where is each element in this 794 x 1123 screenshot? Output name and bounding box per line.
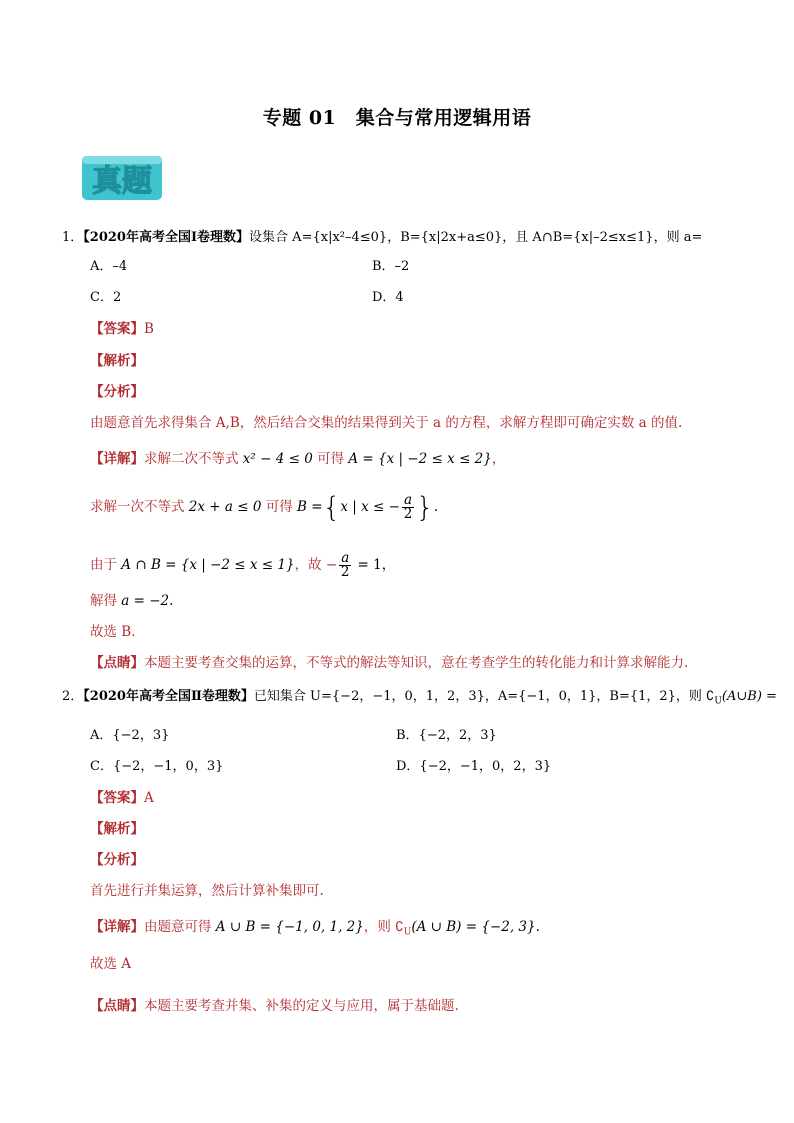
q1-choose: 故选 B． xyxy=(90,624,145,640)
q1-detail-line-3: 由于 A ∩ B = {x | −2 ≤ x ≤ 1}，故 − $\frac{a}{2}$ = 1， xyxy=(90,550,396,580)
q1-option-d: D．4 xyxy=(372,290,404,305)
q2-choose: 故选 A xyxy=(90,956,132,972)
q2-answer: 【答案】A xyxy=(90,790,154,806)
page-title: 专题 01 集合与常用逻辑用语 xyxy=(262,107,532,129)
q1-detail-line-1: 【详解】求解二次不等式 x² − 4 ≤ 0 可得 A = {x | −2 ≤ x ≤ 2}， xyxy=(90,451,506,467)
q2-dianjing: 【点睛】本题主要考查并集、补集的定义与应用，属于基础题. xyxy=(90,998,459,1014)
q1-option-b: B．–2 xyxy=(372,259,410,274)
q1-option-a: A．–4 xyxy=(90,259,128,274)
q2-analysis-tag: 【解析】 xyxy=(90,821,144,837)
question-2-stem: 2．【2020年高考全国Ⅱ卷理数】已知集合 U={−2，−1，0，1，2，3}，A={−1，0，1}，B={1，2}，则 $∁_U(A\cup B)$ = xyxy=(62,689,777,707)
q1-analysis-tag: 【解析】 xyxy=(90,353,144,369)
q2-option-d: D．{−2，−1，0，2，3} xyxy=(396,759,552,774)
q1-fenxi-text: 由题意首先求得集合 A,B，然后结合交集的结果得到关于 a 的方程，求解方程即可确定实数 a 的值. xyxy=(90,415,683,431)
q1-answer: 【答案】B xyxy=(90,321,154,337)
question-1-stem: 1．【2020年高考全国Ⅰ卷理数】设集合 A={x|x²–4≤0}，B={x|2x+a≤0}，且 A∩B={x|–2≤x≤1}，则 a= xyxy=(62,230,703,245)
q2-fenxi-tag: 【分析】 xyxy=(90,852,144,868)
q1-fenxi-tag: 【分析】 xyxy=(90,384,144,400)
q2-option-b: B．{−2，2，3} xyxy=(396,728,497,743)
q2-detail: 【详解】由题意可得 A ∪ B = {−1, 0, 1, 2}，则 $∁_U(A$ ∪ B) = {−2, 3}. xyxy=(90,919,540,938)
q1-dianjing: 【点睛】本题主要考查交集的运算，不等式的解法等知识，意在考查学生的转化能力和计算求解能力. xyxy=(90,655,689,671)
q2-option-c: C．{−2，−1，0，3} xyxy=(90,759,224,774)
q1-detail-line-2: 求解一次不等式 2x + a ≤ 0 可得 B ={x | x ≤ − $\frac{a}{2}$ }. xyxy=(90,490,439,524)
q1-option-c: C．2 xyxy=(90,290,122,305)
q2-option-a: A．{−2，3} xyxy=(90,728,170,743)
zhenti-badge xyxy=(80,150,164,202)
q1-detail-line-4: 解得 a = −2. xyxy=(90,593,174,609)
badge-label: 真题 xyxy=(92,164,152,199)
q2-fenxi-text: 首先进行并集运算，然后计算补集即可. xyxy=(90,883,324,899)
